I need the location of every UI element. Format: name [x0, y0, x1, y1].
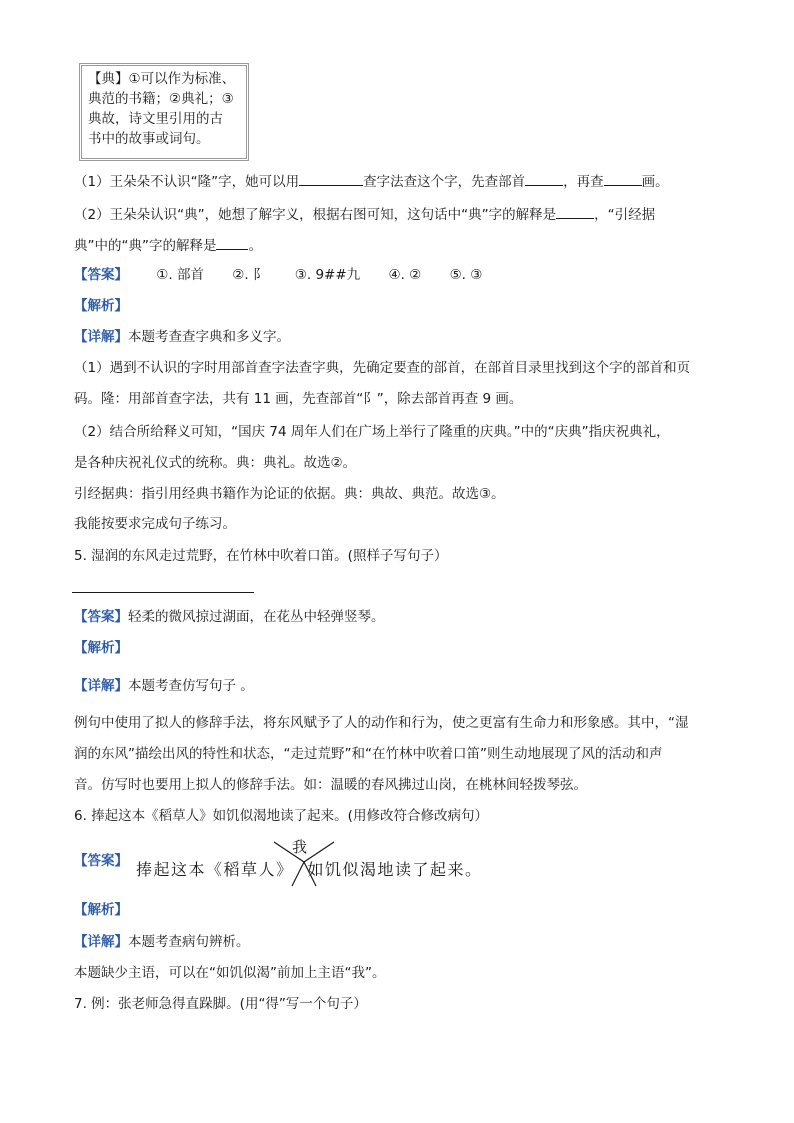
paragraph-7: 例句中使用了拟人的修辞手法，将东风赋予了人的动作和行为，使之更富有生命力和形象感。其中，“湿 — [74, 715, 689, 731]
answer-item: ④. ② — [388, 267, 422, 283]
q2-text-c: 典”中的“典”字的解释是 — [74, 238, 217, 254]
question-5: 5. 湿润的东风走过荒野，在竹林中吹着口笛。(照样子写句子） — [74, 548, 448, 564]
paragraph-1: （1）遇到不认识的字时用部首查字法查字典，先确定要查的部首，在部首目录里找到这个字的部首和页 — [74, 360, 691, 376]
q1-blank-2 — [525, 171, 563, 186]
q2-text-b: ，“引经据 — [594, 207, 656, 223]
paragraph-8: 润的东风”描绘出风的特性和状态，“走过荒野”和“在竹林中吹着口笛”则生动地展现了风的活动和声 — [74, 746, 663, 762]
q2-text-d: 。 — [248, 238, 262, 254]
question-2-line-2 — [74, 235, 262, 256]
detail-6 — [74, 932, 250, 952]
paragraph-10: 本题缺少主语，可以在“如饥似渴”前加上主语“我”。 — [74, 965, 386, 981]
answer-tag: 【答案】 — [74, 609, 128, 625]
question-2-line-1 — [74, 204, 655, 225]
answer-1 — [74, 265, 482, 285]
definition-line-3: 典故，诗文里引用的古 — [88, 111, 223, 127]
sentence-before: 捧起这本《稻草人》 — [136, 860, 294, 879]
q1-blank-1 — [299, 171, 363, 186]
answer-item: ①. 部首 — [156, 267, 204, 283]
paragraph-6: 我能按要求完成句子练习。 — [74, 516, 236, 532]
detail-text: 本题考查病句辨析。 — [128, 934, 250, 950]
definition-line-1: 【典】①可以作为标准、 — [88, 71, 236, 87]
paragraph-2: 码。隆：用部首查字法，共有 11 画，先查部首“阝”，除去部首再查 9 画。 — [74, 391, 523, 407]
definition-line-2: 典范的书籍；②典礼；③ — [88, 91, 234, 107]
answer-tag: 【答案】 — [74, 267, 128, 283]
answer-tag: 【答案】 — [74, 853, 128, 869]
analysis-tag: 【解析】 — [74, 298, 128, 314]
q1-text-d: 画。 — [641, 174, 669, 190]
answer-6-sentence — [136, 858, 483, 882]
q1-text-b: 查字法查这个字，先查部首 — [363, 174, 526, 190]
paragraph-3: （2）结合所给释义可知，“国庆 74 周年人们在广场上举行了隆重的庆典。”中的“庆典”指庆祝典礼， — [74, 424, 670, 440]
detail-tag: 【详解】 — [74, 934, 128, 950]
question-1 — [74, 171, 669, 192]
answer-item: ②. 阝 — [232, 267, 267, 283]
q2-blank-2 — [216, 235, 248, 250]
paragraph-5: 引经据典：指引用经典书籍作为论证的依据。典：典故、典范。故选③。 — [74, 486, 505, 502]
paragraph-9: 音。仿写时也要用上拟人的修辞手法。如：温暖的春风拂过山岗，在桃林间轻拨琴弦。 — [74, 777, 587, 793]
detail-tag: 【详解】 — [74, 678, 128, 694]
detail-text: 本题考查仿写句子 。 — [128, 678, 254, 694]
detail-5 — [74, 676, 254, 696]
q2-text-a: （2）王朵朵认识“典”，她想了解字义，根据右图可知，这句话中“典”字的解释是 — [74, 207, 557, 223]
answer-item: ③. 9##九 — [294, 267, 361, 283]
answer-line — [72, 592, 254, 593]
sentence-after: 如饥似渴地读了起来。 — [307, 860, 483, 879]
q1-text-c: ，再查 — [563, 174, 604, 190]
detail-tag: 【详解】 — [74, 329, 128, 345]
answer-text: 轻柔的微风掠过湖面，在花丛中轻弹竖琴。 — [128, 609, 385, 625]
detail-1 — [74, 327, 290, 347]
q1-blank-3 — [604, 171, 642, 186]
answer-item: ⑤. ③ — [449, 267, 483, 283]
q1-text-a: （1）王朵朵不认识“隆”字，她可以用 — [74, 174, 300, 190]
detail-text: 本题考查查字典和多义字。 — [128, 329, 290, 345]
definition-box — [79, 63, 249, 161]
analysis-tag: 【解析】 — [74, 902, 128, 918]
answer-5 — [74, 607, 385, 627]
question-7: 7. 例：张老师急得直跺脚。(用“得”写一个句子） — [74, 996, 367, 1012]
analysis-tag: 【解析】 — [74, 640, 128, 656]
question-6: 6. 捧起这本《稻草人》如饥似渴地读了起来。(用修改符合修改病句） — [74, 808, 488, 824]
inserted-word: 我 — [292, 838, 308, 856]
q2-blank-1 — [556, 204, 594, 219]
definition-line-4: 书中的故事或词句。 — [88, 131, 210, 147]
paragraph-4: 是各种庆祝礼仪式的统称。典：典礼。故选②。 — [74, 455, 357, 471]
